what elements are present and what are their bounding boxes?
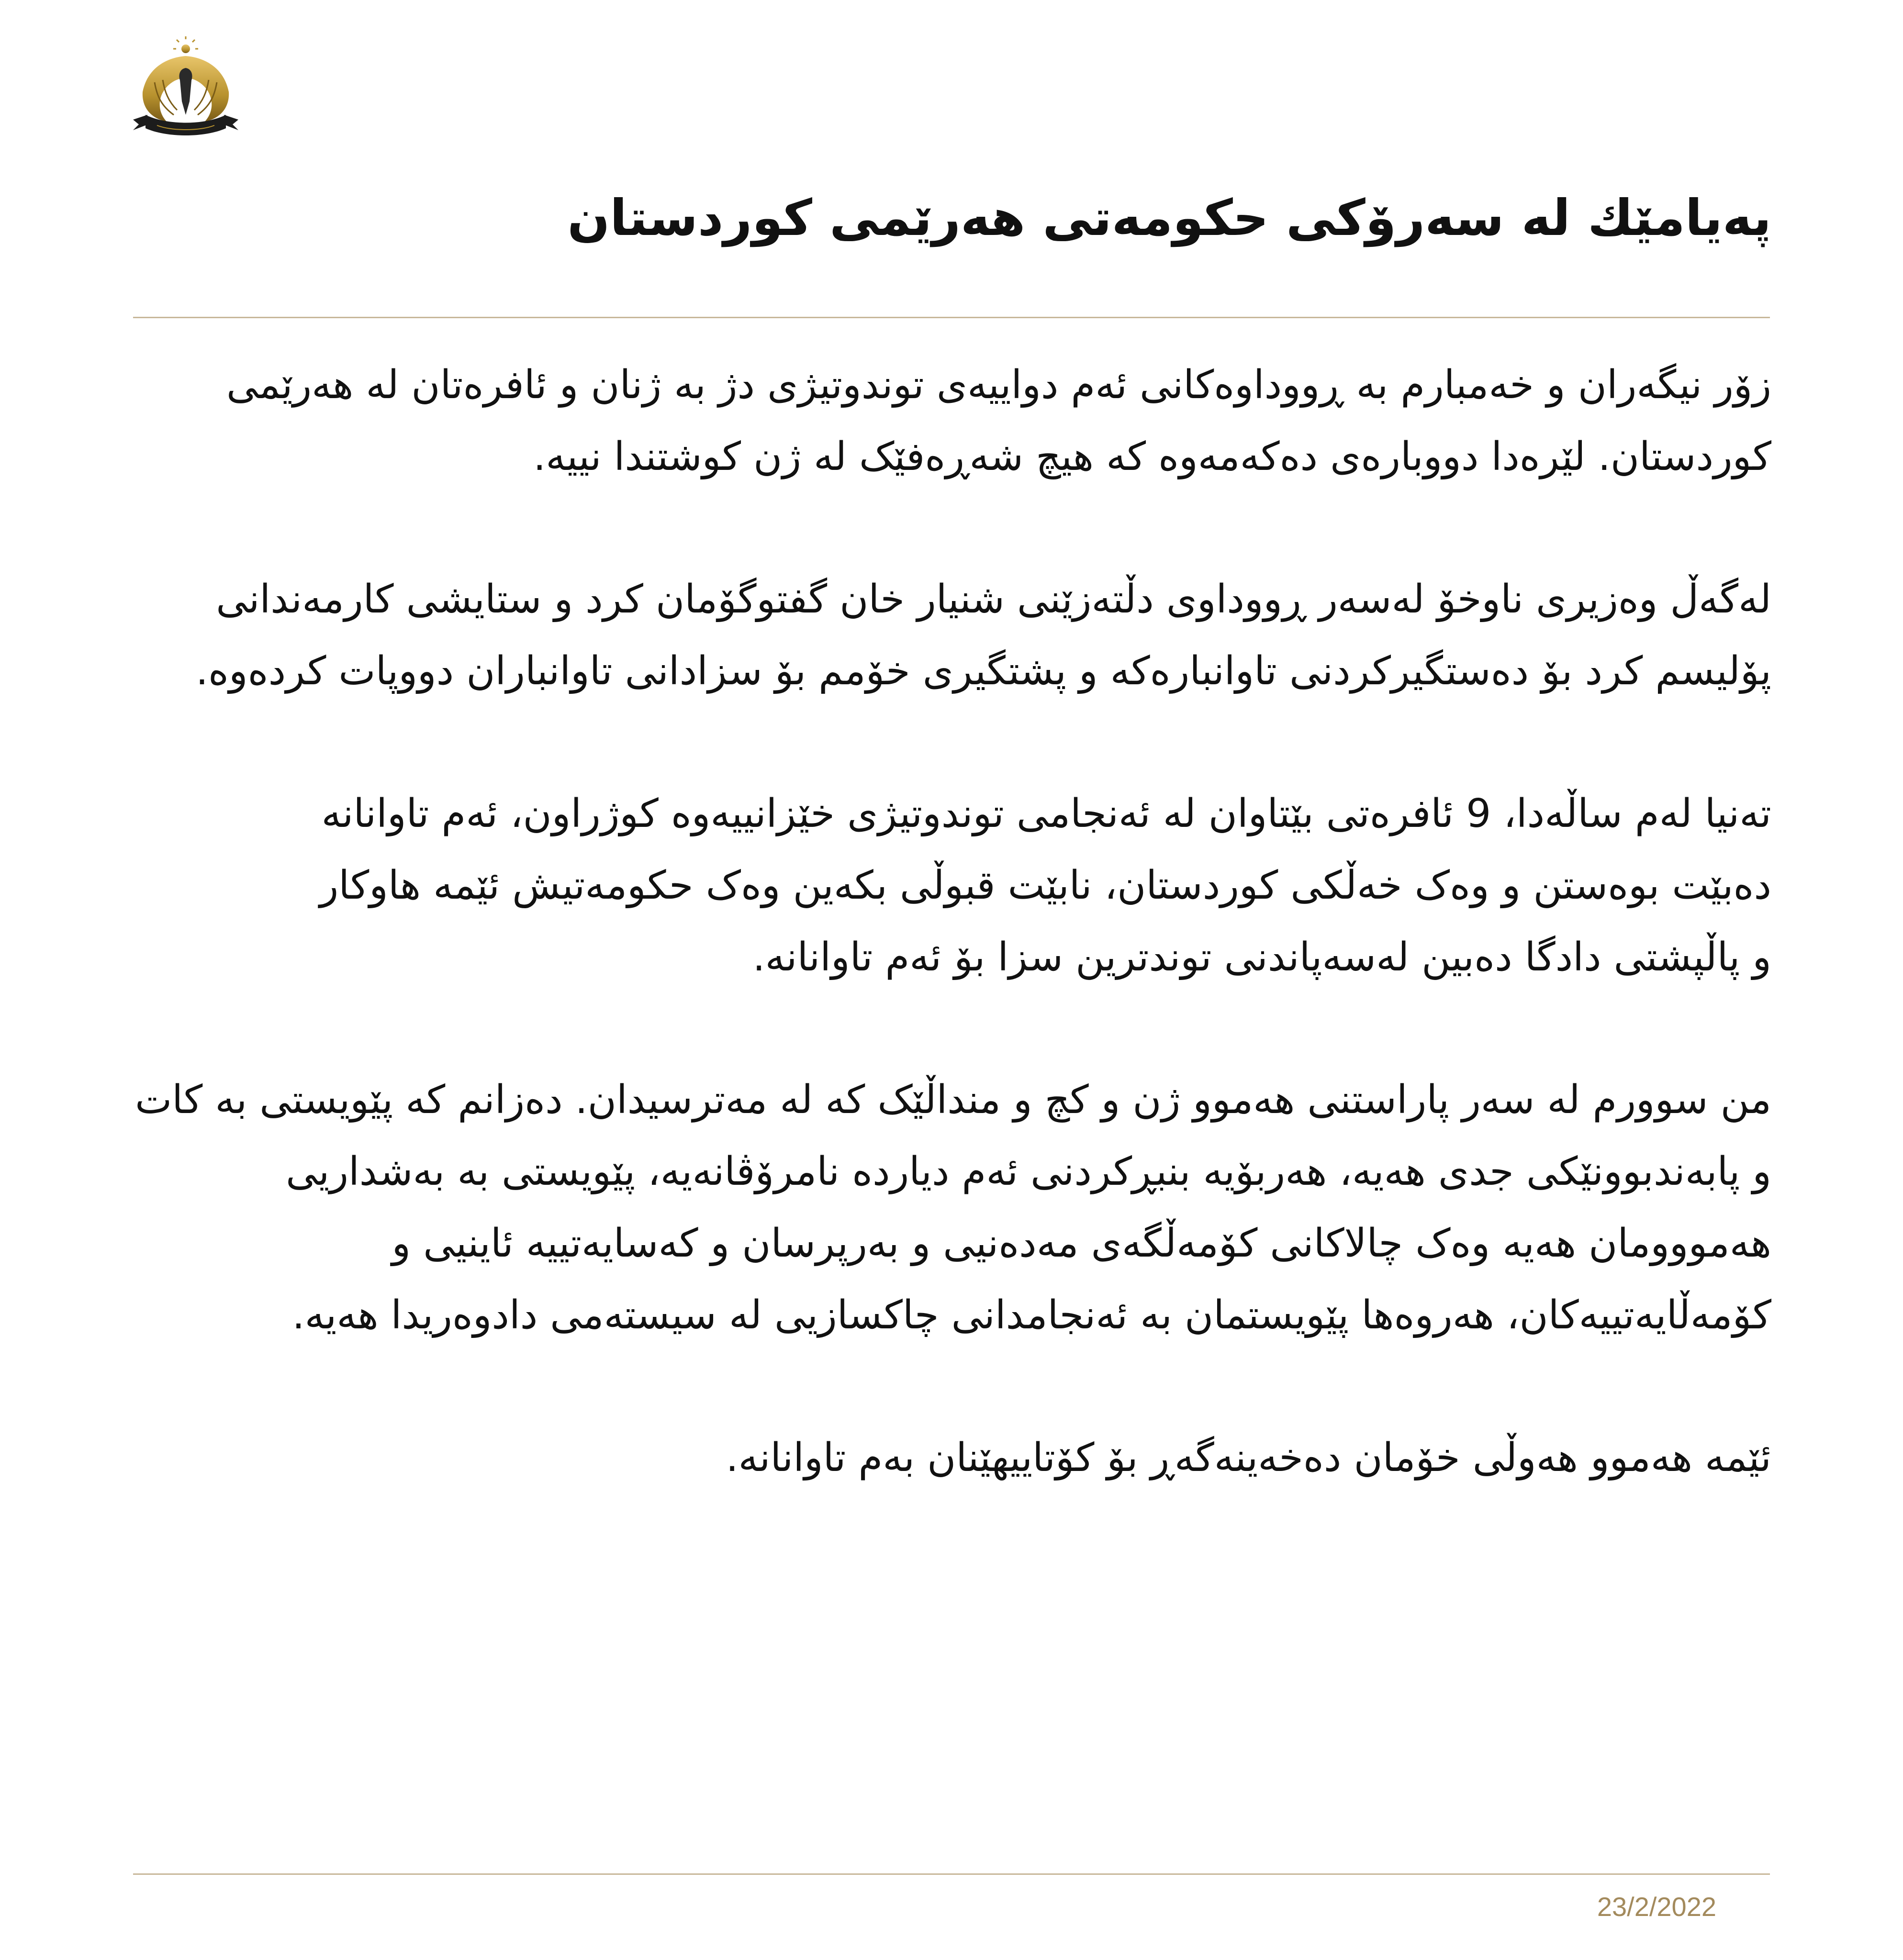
paragraph-1: زۆر نیگەران و خەمبارم بە ڕووداوەکانی ئەم دواییەی توندوتیژی دژ بە ژنان و ئافرەتان لە هەرێمی کوردستان. لێرەدا دووبارەی دەکەمەوە کە هیچ شەڕەفێک لە ژن کوشتندا نییە. — [226, 362, 1771, 479]
divider-top — [133, 317, 1770, 318]
eagle-icon — [143, 56, 229, 122]
paragraph-5: ئێمە هەموو هەوڵی خۆمان دەخەینەگەڕ بۆ کۆتاییهێنان بەم تاوانانە. — [726, 1435, 1771, 1481]
paragraph-3: تەنیا لەم ساڵەدا، 9 ئافرەتی بێتاوان لە ئەنجامی توندوتیژی خێزانییەوە کوژراون، ئەم تاوانانە دەبێت بوەستن و وەک خەڵکی کوردستان، نابێت قبوڵی بکەین وەک حکومەتیش ئێمە هاوکار و پاڵپشتی دادگا دەبین لەسەپاندنی توندترین سزا بۆ ئەم تاوانانە. — [319, 791, 1771, 980]
kurdistan-emblem-icon — [128, 34, 243, 145]
paragraph-4: من سوورم لە سەر پاراستنی هەموو ژن و کچ و منداڵێک کە لە مەترسیدان. دەزانم کە پێویستی بە کات و پابەندبوونێکی جدی هەیە، هەربۆیە بنبڕکردنی ئەم دیاردە نامرۆڤانەیە، پێویستی بە بەشداریی هەمووومان هەیە وەک چالاکانی کۆمەڵگەی مەدەنیی و بەرپرسان و کەسایەتییە ئاینیی و کۆمەڵایەتییەکان، هەروەها پێویستمان بە ئەنجامدانی چاکسازیی لە سیستەمی دادوەریدا هەیە. — [135, 1077, 1771, 1338]
ribbon-icon — [133, 115, 238, 135]
sun-icon — [173, 36, 198, 53]
paragraph-2: لەگەڵ وەزیری ناوخۆ لەسەر ڕووداوی دڵتەزێنی شنیار خان گفتوگۆمان کرد و ستایشی کارمەندانی پۆلیسم کرد بۆ دەستگیرکردنی تاوانبارەکە و پشتگیری خۆمم بۆ سزادانی تاوانباران دووپات کردەوە. — [195, 577, 1771, 694]
document-body — [134, 349, 1771, 1565]
divider-bottom — [133, 1873, 1770, 1875]
document-date: 23/2/2022 — [1597, 1892, 1716, 1922]
page-title: پەیامێك لە سەرۆكی حكومەتی هەرێمی كوردستان — [567, 189, 1771, 247]
